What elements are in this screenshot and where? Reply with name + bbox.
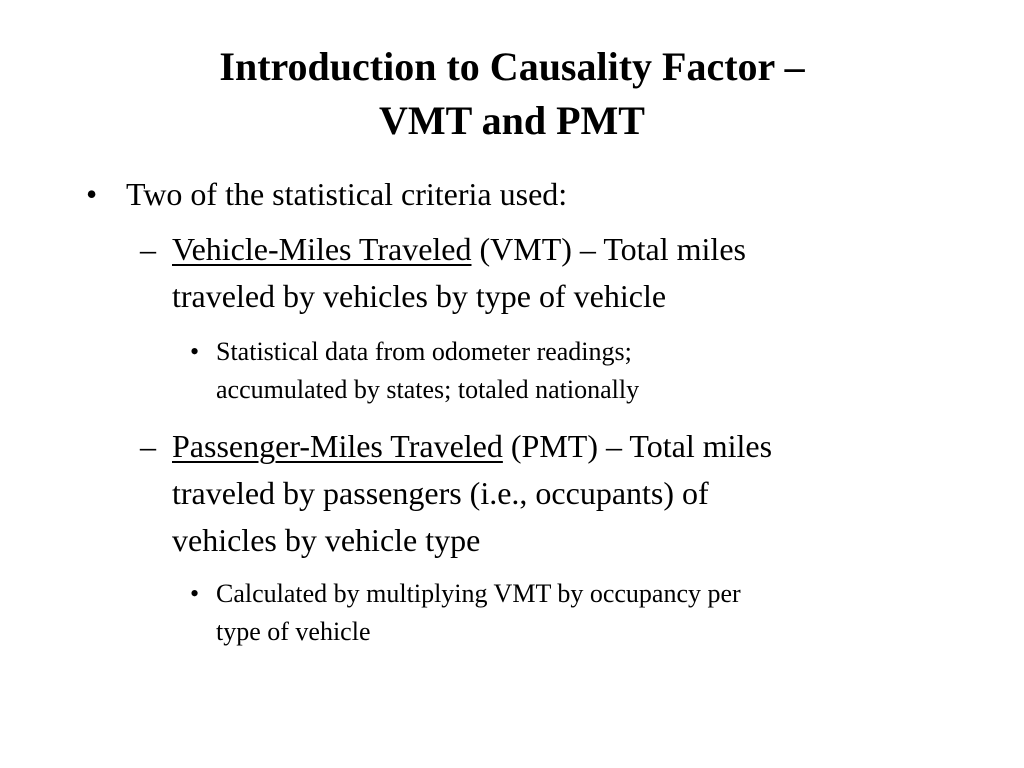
term-vmt: Vehicle-Miles Traveled xyxy=(172,231,472,267)
vmt-text-line-2: traveled by vehicles by type of vehicle xyxy=(172,278,667,314)
term-pmt: Passenger-Miles Traveled xyxy=(172,428,503,464)
bullet-marker: • xyxy=(86,176,98,212)
vmt-detail-line-1: Statistical data from odometer readings; xyxy=(216,337,632,366)
main-bullet-text: Two of the statistical criteria used: xyxy=(126,176,568,212)
vmt-text-line-1: (VMT) – Total miles xyxy=(471,231,746,267)
vmt-detail-line-2: accumulated by states; totaled nationally xyxy=(216,375,640,404)
sub-sub-item-vmt-body xyxy=(216,333,916,409)
slide-title xyxy=(0,40,1024,148)
dash-marker: – xyxy=(140,428,156,464)
pmt-detail-line-1: Calculated by multiplying VMT by occupancy per xyxy=(216,579,741,608)
pmt-detail-line-2: type of vehicle xyxy=(216,617,371,646)
title-line-1: Introduction to Causality Factor – xyxy=(219,44,805,89)
sub-sub-item-pmt-body xyxy=(216,575,916,651)
pmt-text-line-1: (PMT) – Total miles xyxy=(502,428,773,464)
dash-marker: – xyxy=(140,231,156,267)
title-line-2: VMT and PMT xyxy=(379,98,645,143)
pmt-text-line-3: vehicles by vehicle type xyxy=(172,522,481,558)
bullet-marker: • xyxy=(190,579,200,608)
sub-item-vmt-body xyxy=(172,226,932,320)
sub-item-pmt-body xyxy=(172,423,932,564)
bullet-marker: • xyxy=(190,337,200,366)
pmt-text-line-2: traveled by passengers (i.e., occupants) of xyxy=(172,475,709,511)
